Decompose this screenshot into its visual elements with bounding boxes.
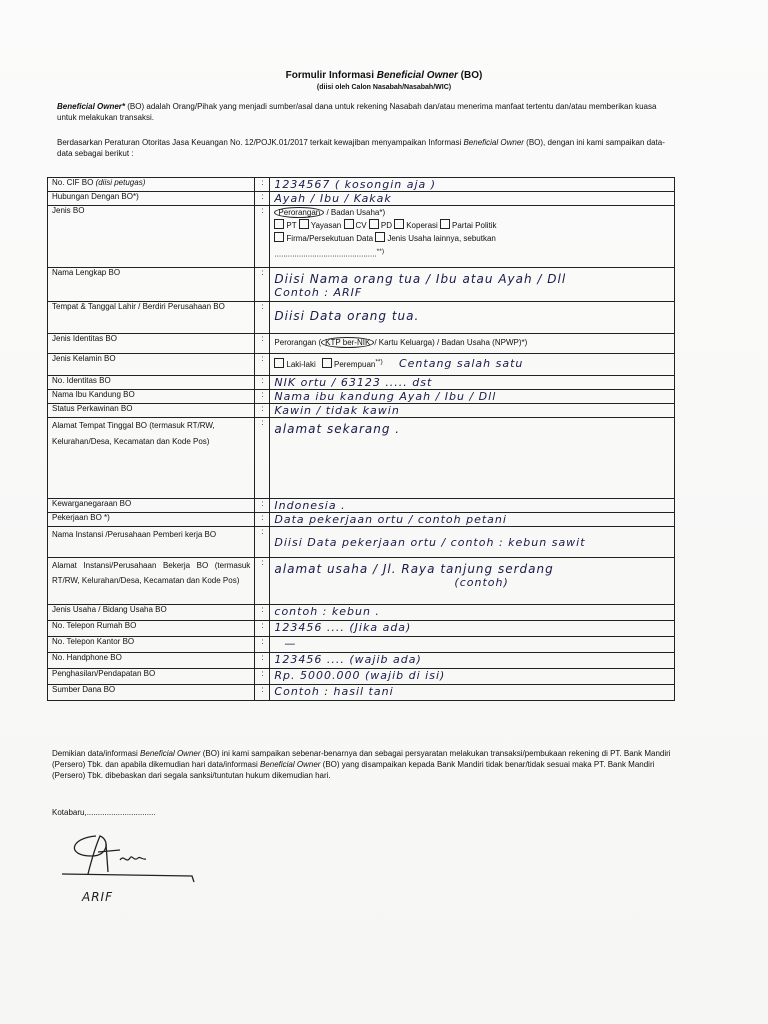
checkbox-perempuan[interactable] (322, 358, 332, 368)
field-alamat-kerja[interactable]: alamat usaha / Jl. Raya tanjung serdang (contoh) (270, 558, 675, 605)
field-hp[interactable]: 123456 .... (wajib ada) (270, 653, 675, 669)
checkbox-lainnya[interactable] (375, 232, 385, 242)
field-warga[interactable]: Indonesia . (270, 499, 675, 513)
form-subtitle: (diisi oleh Calon Nasabah/Nasabah/WIC) (316, 84, 452, 91)
checkbox-laki-laki[interactable] (274, 358, 284, 368)
row-alamat: Alamat Tempat Tinggal BO (termasuk RT/RW, Kelurahan/Desa, Kecamatan dan Kode Pos) : alamat sekarang . (48, 418, 675, 499)
circled-ktp: KTP ber-NIK (321, 337, 374, 348)
row-kerja: Pekerjaan BO *) : Data pekerjaan ortu / contoh petani (48, 513, 675, 527)
field-kelamin: Laki-laki Perempuan**) Centang salah satu (270, 354, 675, 376)
signature-name: ARIF (82, 890, 113, 904)
field-cif[interactable]: 1234567 ( kosongin aja ) (270, 178, 675, 192)
row-kelamin: Jenis Kelamin BO : Laki-laki Perempuan**) Centang salah satu (48, 354, 675, 376)
checkbox-pd[interactable] (369, 219, 379, 229)
closing-statement: Demikian data/informasi Beneficial Owner (BO) ini kami sampaikan sebenar-benarnya dan sebagai persyaratan melakukan transaksi/pembukaan rekening di PT. Bank Mandiri (Persero) Tbk. dan apabila dikemudian hari data/informasi Beneficial Owner (BO) yang disampaikan kepada Bank Mandiri tidak benar/tidak sesuai maka PT. Bank Mandiri (Persero) Tbk. dibebaskan dari segala sanksi/tuntutan hukum dikemudian hari. (52, 749, 671, 780)
checkbox-yayasan[interactable] (299, 219, 309, 229)
field-identitas: Perorangan ( KTP ber-NIK / Kartu Keluarga) / Badan Usaha (NPWP)*) (270, 334, 675, 354)
field-alamat[interactable]: alamat sekarang . (270, 418, 675, 499)
row-hubungan: Hubungan Dengan BO*) : Ayah / Ibu / Kakak (48, 192, 675, 206)
checkbox-koperasi[interactable] (394, 219, 404, 229)
row-kawin: Status Perkawinan BO : Kawin / tidak kawin (48, 404, 675, 418)
field-telp-kantor[interactable]: — (270, 637, 675, 653)
field-telp-rumah[interactable]: 123456 .... (Jika ada) (270, 621, 675, 637)
row-nama: Nama Lengkap BO : Diisi Nama orang tua / Ibu atau Ayah / Dll Contoh : ARIF (48, 268, 675, 302)
field-usaha[interactable]: contoh : kebun . (270, 605, 675, 621)
row-telp-rumah: No. Telepon Rumah BO : 123456 .... (Jika ada) (48, 621, 675, 637)
intro-paragraph-1: Beneficial Owner* (BO) adalah Orang/Pihak yang menjadi sumber/asal dana untuk rekening Nasabah dan/atau menerima manfaat tertentu dan/atau memberikan kuasa untuk melakukan transaksi. (57, 102, 657, 122)
row-warga: Kewarganegaraan BO : Indonesia . (48, 499, 675, 513)
field-nama[interactable]: Diisi Nama orang tua / Ibu atau Ayah / Dll Contoh : ARIF (270, 268, 675, 302)
row-hp: No. Handphone BO : 123456 .... (wajib ada) (48, 653, 675, 669)
row-penghasilan: Penghasilan/Pendapatan BO : Rp. 5000.000 (wajib di isi) (48, 669, 675, 685)
field-no-identitas[interactable]: NIK ortu / 63123 ..... dst (270, 376, 675, 390)
form-title: Formulir Informasi Beneficial Owner (BO) (285, 70, 483, 81)
field-sumber[interactable]: Contoh : hasil tani (270, 685, 675, 701)
city-date-line: Kotabaru,............................... (52, 808, 156, 817)
label-cif: No. CIF BO (diisi petugas) (48, 178, 255, 192)
row-jenis-bo: Jenis BO : Perorangan / Badan Usaha*) PT Yayasan CV PD Koperasi Partai Politik Firma/Persekutuan Data Jenis Usaha lainnya, sebutkan ..............................................**) (48, 206, 675, 268)
signature-image (60, 826, 210, 888)
checkbox-firma[interactable] (274, 232, 284, 242)
field-instansi[interactable]: Diisi Data pekerjaan ortu / contoh : kebun sawit (270, 527, 675, 558)
row-instansi: Nama Instansi /Perusahaan Pemberi kerja BO : Diisi Data pekerjaan ortu / contoh : kebun sawit (48, 527, 675, 558)
bo-form-table (47, 177, 675, 701)
field-ttl[interactable]: Diisi Data orang tua. (270, 302, 675, 334)
row-identitas: Jenis Identitas BO : Perorangan ( KTP ber-NIK / Kartu Keluarga) / Badan Usaha (NPWP)*) (48, 334, 675, 354)
row-ibu: Nama Ibu Kandung BO : Nama ibu kandung Ayah / Ibu / Dll (48, 390, 675, 404)
checkbox-cv[interactable] (344, 219, 354, 229)
field-ibu[interactable]: Nama ibu kandung Ayah / Ibu / Dll (270, 390, 675, 404)
field-kawin[interactable]: Kawin / tidak kawin (270, 404, 675, 418)
intro-paragraph-2: Berdasarkan Peraturan Otoritas Jasa Keuangan No. 12/POJK.01/2017 terkait kewajiban menyampaikan Informasi Beneficial Owner (BO), dengan ini kami sampaikan data-data sebagai berikut : (57, 138, 665, 158)
row-ttl: Tempat & Tanggal Lahir / Berdiri Perusahaan BO : Diisi Data orang tua. (48, 302, 675, 334)
field-penghasilan[interactable]: Rp. 5000.000 (wajib di isi) (270, 669, 675, 685)
row-no-identitas: No. Identitas BO : NIK ortu / 63123 ..... dst (48, 376, 675, 390)
field-jenis-bo: Perorangan / Badan Usaha*) PT Yayasan CV PD Koperasi Partai Politik Firma/Persekutuan Data Jenis Usaha lainnya, sebutkan ..............................................**) (270, 206, 675, 268)
field-hubungan[interactable]: Ayah / Ibu / Kakak (270, 192, 675, 206)
circled-perorangan: Perorangan (274, 207, 324, 218)
row-telp-kantor: No. Telepon Kantor BO : — (48, 637, 675, 653)
row-sumber: Sumber Dana BO : Contoh : hasil tani (48, 685, 675, 701)
row-usaha: Jenis Usaha / Bidang Usaha BO : contoh : kebun . (48, 605, 675, 621)
row-alamat-kerja: Alamat Instansi/Perusahaan Bekerja BO (termasuk RT/RW, Kelurahan/Desa, Kecamatan dan Kode Pos) : alamat usaha / Jl. Raya tanjung serdang (contoh) (48, 558, 675, 605)
checkbox-partai[interactable] (440, 219, 450, 229)
checkbox-pt[interactable] (274, 219, 284, 229)
field-kerja[interactable]: Data pekerjaan ortu / contoh petani (270, 513, 675, 527)
row-cif: No. CIF BO (diisi petugas) : 1234567 ( kosongin aja ) (48, 178, 675, 192)
